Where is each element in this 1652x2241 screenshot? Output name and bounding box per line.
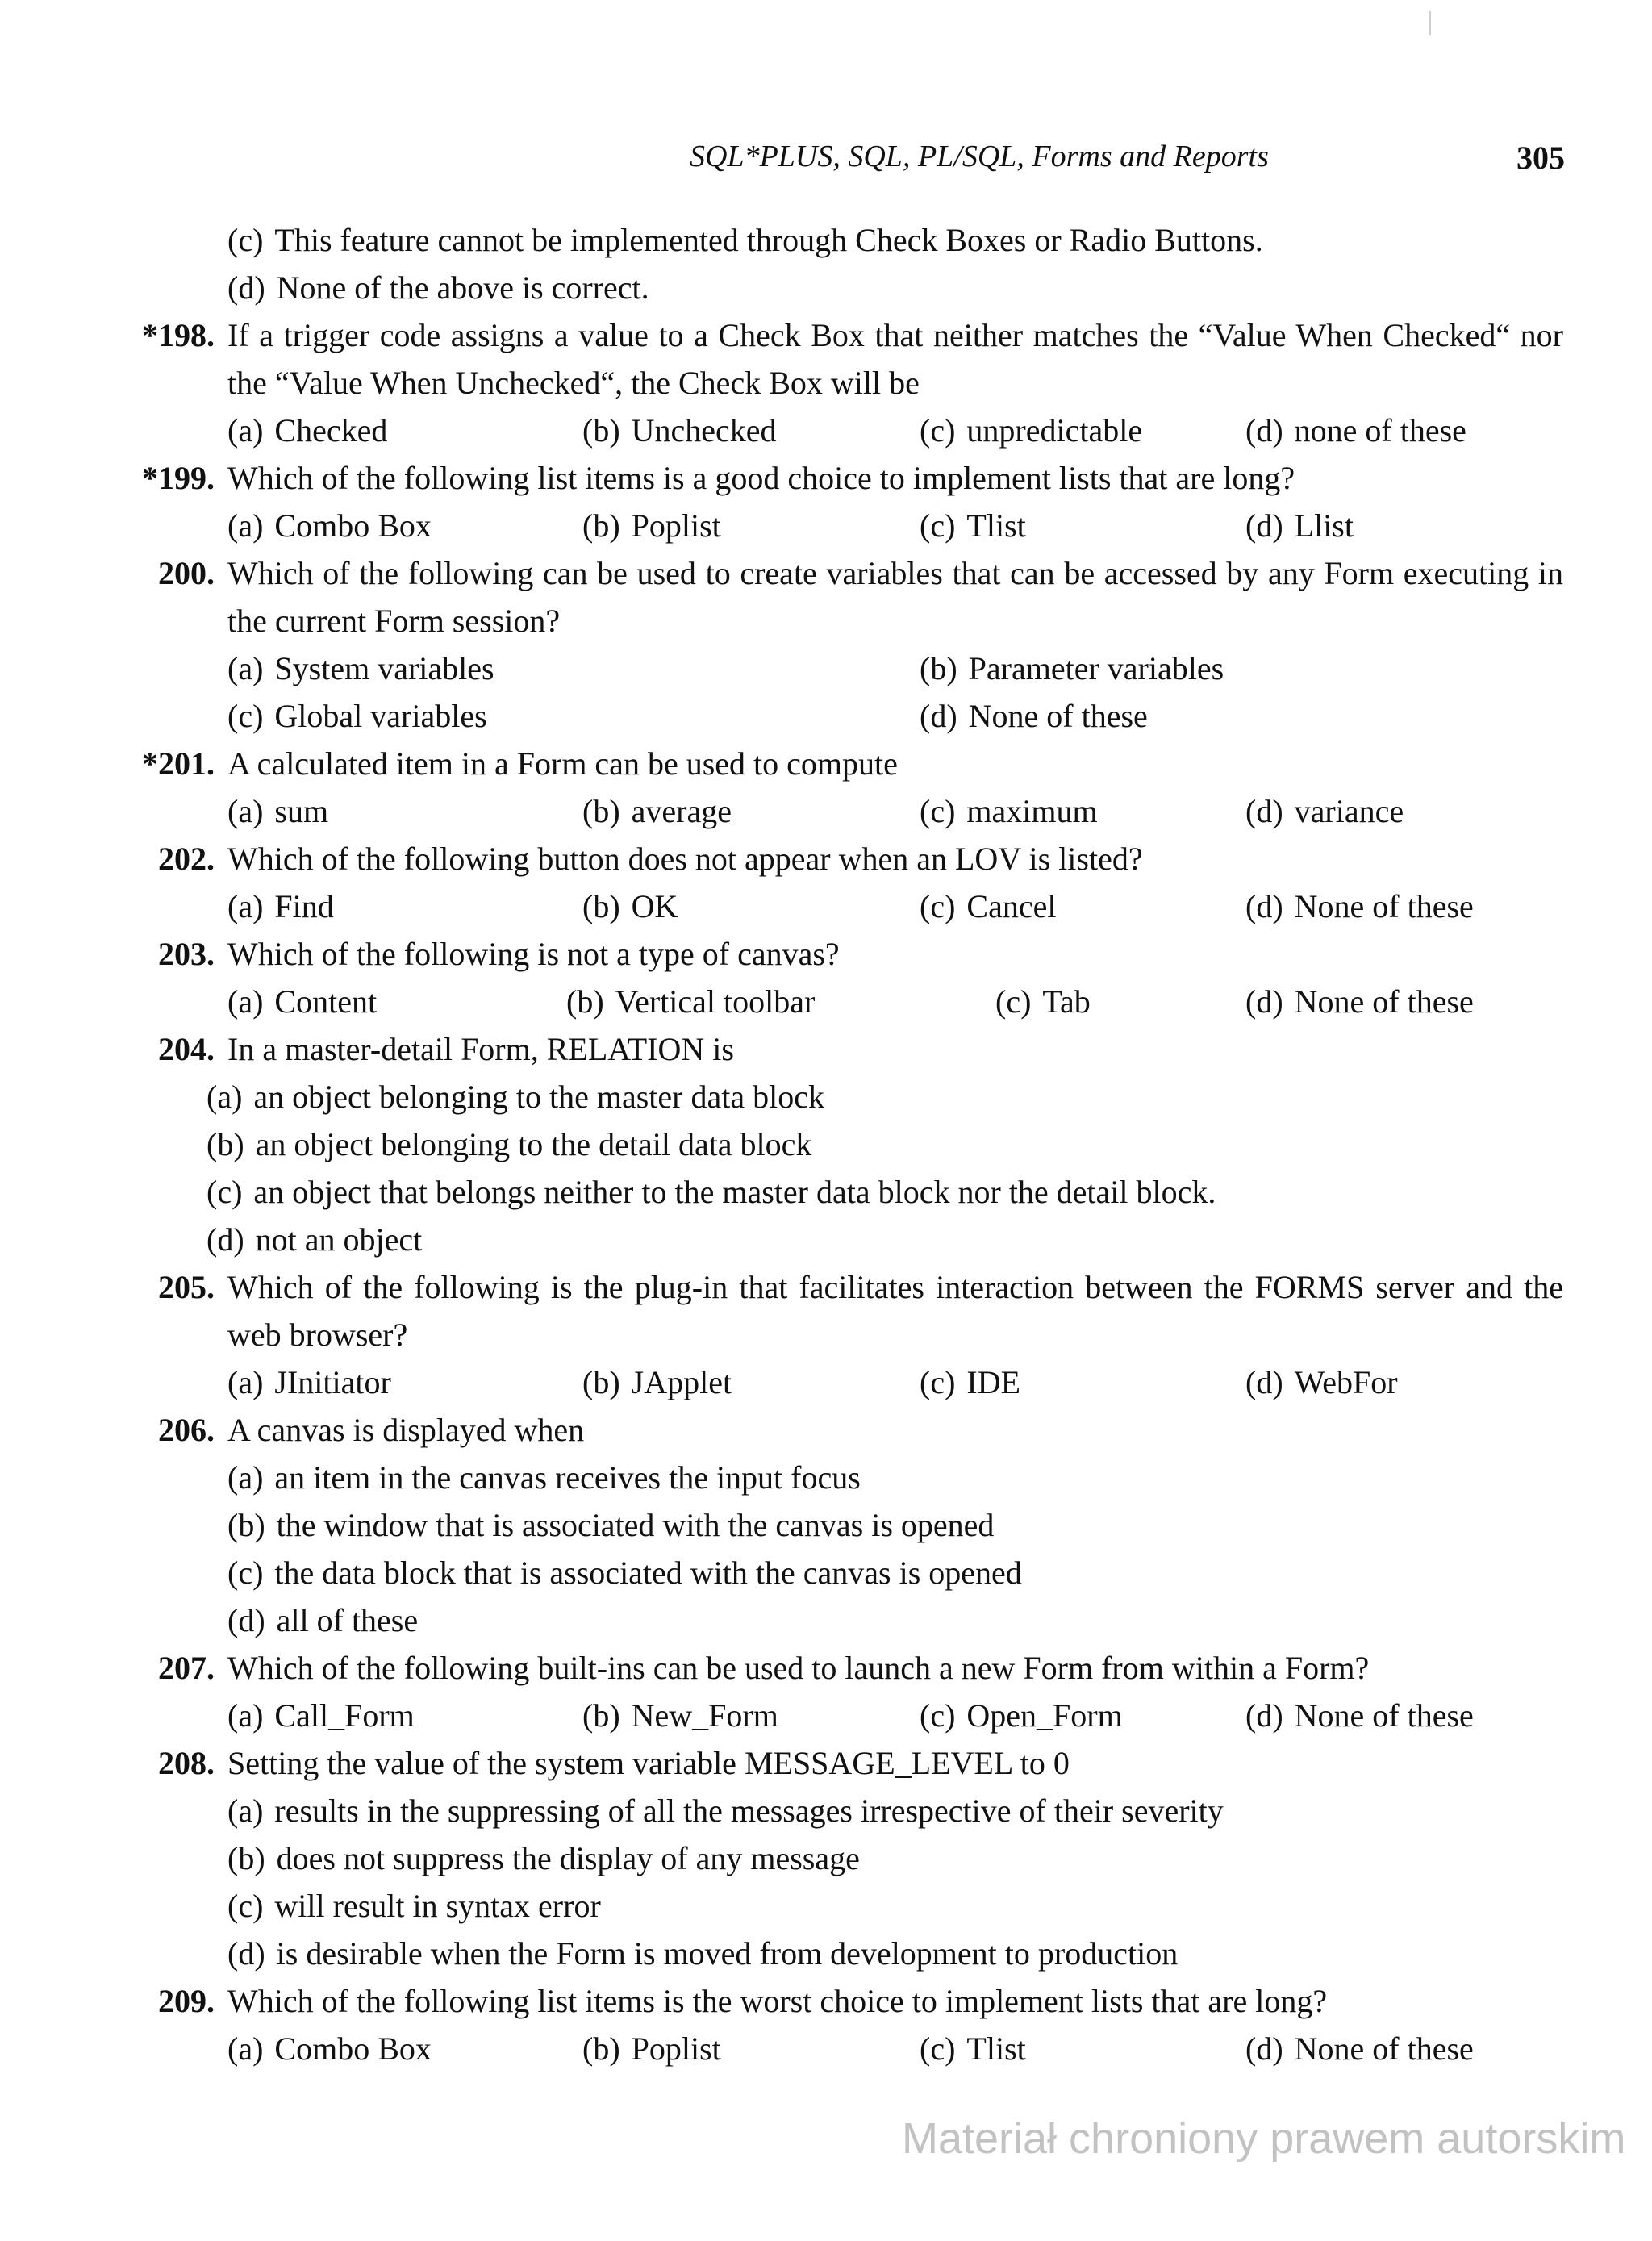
option-c: (c) Tlist <box>920 507 1026 544</box>
option-a: (a) an object belonging to the master data block <box>206 1079 824 1115</box>
question-number: 208. <box>158 1745 215 1781</box>
question-number: 203. <box>158 936 215 972</box>
option-b: (b) does not suppress the display of any message <box>227 1840 860 1876</box>
option-a: (a) Find <box>227 888 334 924</box>
question-text: A canvas is displayed when <box>227 1412 585 1448</box>
question-number: 200. <box>158 555 215 591</box>
option-d: (d) None of these <box>920 698 1148 734</box>
question-number: 206. <box>158 1412 215 1448</box>
option-a: (a) sum <box>227 793 329 829</box>
question-text: Setting the value of the system variable MESSAGE_LEVEL to 0 <box>227 1745 1070 1781</box>
question-text: In a master-detail Form, RELATION is <box>227 1031 734 1067</box>
option-row <box>227 1692 1563 1739</box>
question-206 <box>119 1406 1563 1644</box>
option-a: (a) Content <box>227 983 378 1020</box>
question-number: *199. <box>142 460 215 496</box>
question-201 <box>119 740 1563 835</box>
option-c: (c) Tlist <box>920 2030 1026 2067</box>
question-text: Which of the following built-ins can be used to launch a new Form from within a Form? <box>227 1650 1370 1686</box>
option-b: (b) JApplet <box>582 1364 732 1400</box>
question-198 <box>119 311 1563 454</box>
question-number: *198. <box>142 317 215 353</box>
question-204 <box>119 1025 1563 1073</box>
option-a: (a) Call_Form <box>227 1697 415 1734</box>
option-b: (b) Unchecked <box>582 412 777 449</box>
option-row <box>227 407 1563 454</box>
option-c: (c) IDE <box>920 1364 1021 1400</box>
option-c: (c) will result in syntax error <box>227 1888 601 1924</box>
option-c: (c) Open_Form <box>920 1697 1123 1734</box>
option-d: (d) WebFor <box>1245 1364 1398 1400</box>
option-row <box>227 1358 1563 1406</box>
option-d: (d) variance <box>1245 793 1404 829</box>
option-d: (d) None of these <box>1245 1697 1474 1734</box>
option-b: (b) the window that is associated with the canvas is opened <box>227 1507 995 1543</box>
question-text: Which of the following is the plug-in that facilitates interaction between the FORMS server and the web browser? <box>227 1269 1563 1353</box>
option-row <box>227 502 1563 549</box>
option-b: (b) average <box>582 793 732 829</box>
option-d: (d) Llist <box>1245 507 1354 544</box>
question-list <box>119 216 1563 2072</box>
option-b: (b) an object belonging to the detail data block <box>206 1126 812 1162</box>
question-number: 204. <box>158 1031 215 1067</box>
option-c: (c) Cancel <box>920 888 1057 924</box>
page-number: 305 <box>1516 140 1565 176</box>
question-number: 202. <box>158 841 215 877</box>
option-row <box>227 883 1563 930</box>
option-a: (a) Combo Box <box>227 507 432 544</box>
option-a: (a) results in the suppressing of all the messages irrespective of their severity <box>227 1792 1224 1829</box>
option-row <box>227 787 1563 835</box>
question-number: *201. <box>142 745 215 782</box>
option-b: (b) OK <box>582 888 678 924</box>
copyright-watermark: Materiał chroniony prawem autorskim <box>902 2114 1626 2163</box>
option-b: (b) Poplist <box>582 2030 721 2067</box>
option-row <box>227 692 1563 740</box>
option-c: (c) maximum <box>920 793 1098 829</box>
option-b: (b) Poplist <box>582 507 721 544</box>
option-c: (c) an object that belongs neither to the master data block nor the detail block. <box>206 1174 1216 1210</box>
option-a: (a) an item in the canvas receives the input focus <box>227 1459 861 1496</box>
question-208 <box>119 1739 1563 1977</box>
question-200 <box>119 549 1563 740</box>
option-d: (d) not an object <box>206 1221 423 1258</box>
option-c: (c) Global variables <box>227 698 487 734</box>
option-b: (b) Vertical toolbar <box>566 983 816 1020</box>
carry-over-option-d: (d) None of the above is correct. <box>227 269 649 306</box>
option-row <box>227 978 1563 1025</box>
question-text: Which of the following button does not appear when an LOV is listed? <box>227 841 1143 877</box>
page-header <box>690 139 1565 187</box>
question-text: Which of the following can be used to create variables that can be accessed by any Form executing in the current Form session? <box>227 555 1563 639</box>
option-row <box>227 2025 1563 2072</box>
question-text: Which of the following list items is a good choice to implement lists that are long? <box>227 460 1295 496</box>
option-c: (c) Tab <box>995 983 1091 1020</box>
question-text: Which of the following is not a type of canvas? <box>227 936 840 972</box>
option-d: (d) None of these <box>1245 888 1474 924</box>
option-c: (c) the data block that is associated with the canvas is opened <box>227 1555 1022 1591</box>
option-d: (d) None of these <box>1245 983 1474 1020</box>
option-a: (a) JInitiator <box>227 1364 391 1400</box>
question-number: 209. <box>158 1983 215 2019</box>
question-text: If a trigger code assigns a value to a Check Box that neither matches the “Value When Checked“ nor the “Value When Unchecked“, the Check Box will be <box>227 317 1563 401</box>
question-199 <box>119 454 1563 549</box>
question-number: 205. <box>158 1269 215 1305</box>
option-row <box>227 645 1563 692</box>
running-title: SQL*PLUS, SQL, PL/SQL, Forms and Reports <box>690 140 1269 173</box>
carry-over-option-c: (c) This feature cannot be implemented through Check Boxes or Radio Buttons. <box>227 222 1263 258</box>
option-d: (d) none of these <box>1245 412 1466 449</box>
option-b: (b) Parameter variables <box>920 650 1224 686</box>
option-a: (a) Checked <box>227 412 388 449</box>
option-d: (d) is desirable when the Form is moved from development to production <box>227 1935 1179 1972</box>
question-text: Which of the following list items is the worst choice to implement lists that are long? <box>227 1983 1328 2019</box>
option-d: (d) None of these <box>1245 2030 1474 2067</box>
scan-mark <box>1429 11 1431 35</box>
question-number: 207. <box>158 1650 215 1686</box>
question-203 <box>119 930 1563 1025</box>
option-c: (c) unpredictable <box>920 412 1143 449</box>
option-a: (a) Combo Box <box>227 2030 432 2067</box>
question-207 <box>119 1644 1563 1739</box>
option-b: (b) New_Form <box>582 1697 778 1734</box>
question-205 <box>119 1263 1563 1406</box>
question-209 <box>119 1977 1563 2072</box>
question-text: A calculated item in a Form can be used to compute <box>227 745 898 782</box>
question-202 <box>119 835 1563 930</box>
option-d: (d) all of these <box>227 1602 419 1638</box>
option-a: (a) System variables <box>227 650 494 686</box>
